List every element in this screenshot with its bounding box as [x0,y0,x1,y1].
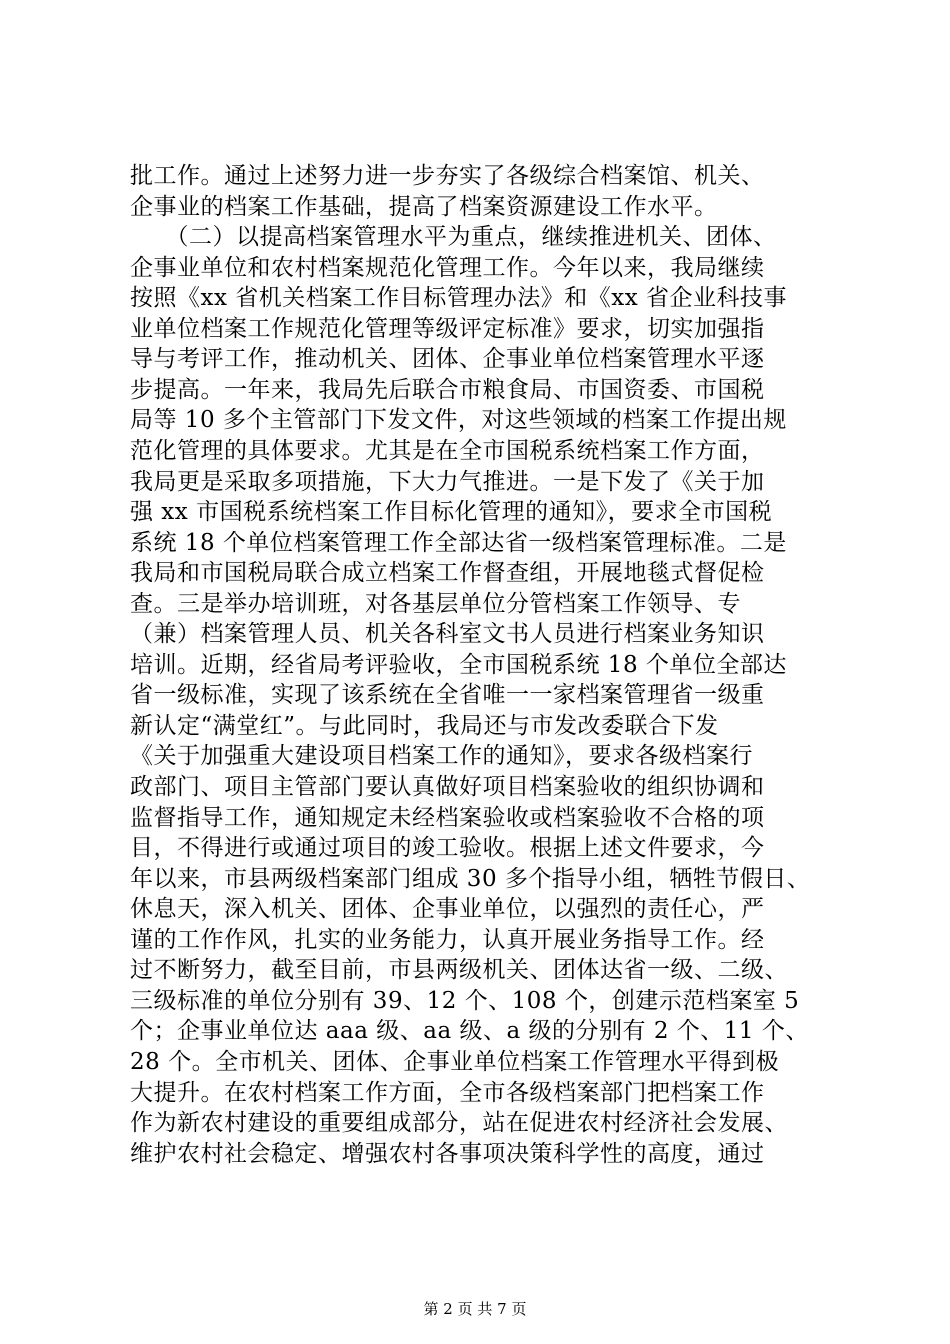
text-line: 大提升。在农村档案工作方面，全市各级档案部门把档案工作 [130,1079,765,1106]
text-line: 过不断努力，截至目前，市县两级机关、团体达省一级、二级、 [130,957,788,984]
text-line: 目，不得进行或通过项目的竣工验收。根据上述文件要求，今 [130,835,765,862]
page-footer: 第 2 页 共 7 页 [423,1300,527,1318]
text-line: 政部门、项目主管部门要认真做好项目档案验收的组织协调和 [130,774,765,800]
text-line: 个；企事业单位达 aaa 级、aa 级、a 级的分别有 2 个、11 个、 [130,1018,809,1045]
text-line: 28 个。全市机关、团体、企事业单位档案工作管理水平得到极 [130,1048,780,1075]
text-line: 步提高。一年来，我局先后联合市粮食局、市国资委、市国税 [130,376,765,403]
text-line: 企事业的档案工作基础，提高了档案资源建设工作水平。 [130,193,718,220]
text-line: 范化管理的具体要求。尤其是在全市国税系统档案工作方面， [130,437,765,464]
text-line: 年以来，市县两级档案部门组成 30 多个指导小组，牺牲节假日、 [130,865,811,892]
text-line: 作为新农村建设的重要组成部分，站在促进农村经济社会发展、 [130,1110,788,1137]
text-line: 省一级标准，实现了该系统在全省唯一一家档案管理省一级重 [130,682,765,709]
text-line: 谨的工作作风，扎实的业务能力，认真开展业务指导工作。经 [130,926,765,953]
text-line: 我局和市国税局联合成立档案工作督查组，开展地毯式督促检 [130,560,765,587]
text-line: 查。三是举办培训班，对各基层单位分管档案工作领导、专 [130,590,741,617]
text-line: 监督指导工作，通知规定未经档案验收或档案验收不合格的项 [130,804,765,831]
text-line: 培训。近期，经省局考评验收，全市国税系统 18 个单位全部达 [130,651,787,678]
text-line: 三级标准的单位分别有 39、12 个、108 个，创建示范档案室 5 [130,987,800,1014]
text-line: （二）以提高档案管理水平为重点，继续推进机关、团体、 [130,224,777,251]
text-line: 《关于加强重大建设项目档案工作的通知》，要求各级档案行 [130,743,753,770]
text-line: 导与考评工作，推动机关、团体、企事业单位档案管理水平逐 [130,346,765,373]
text-line: 强 xx 市国税系统档案工作目标化管理的通知》，要求全市国税 [130,499,773,526]
text-line: 业单位档案工作规范化管理等级评定标准》要求，切实加强指 [130,315,765,342]
text-line: 维护农村社会稳定、增强农村各事项决策科学性的高度，通过 [130,1140,765,1167]
text-line: （兼）档案管理人员、机关各科室文书人员进行档案业务知识 [130,621,765,648]
text-line: 新认定“满堂红”。与此同时，我局还与市发改委联合下发 [130,712,719,739]
text-line: 按照《xx 省机关档案工作目标管理办法》和《xx 省企业科技事 [130,285,788,312]
text-line: 批工作。通过上述努力进一步夯实了各级综合档案馆、机关、 [130,163,765,189]
text-line: 系统 18 个单位档案管理工作全部达省一级档案管理标准。二是 [130,529,787,556]
text-line: 企事业单位和农村档案规范化管理工作。今年以来，我局继续 [130,254,765,281]
text-line: 局等 10 多个主管部门下发文件，对这些领域的档案工作提出规 [130,407,787,434]
text-line: 我局更是采取多项措施，下大力气推进。一是下发了《关于加 [130,468,765,495]
text-line: 休息天，深入机关、团体、企事业单位，以强烈的责任心，严 [130,896,765,923]
